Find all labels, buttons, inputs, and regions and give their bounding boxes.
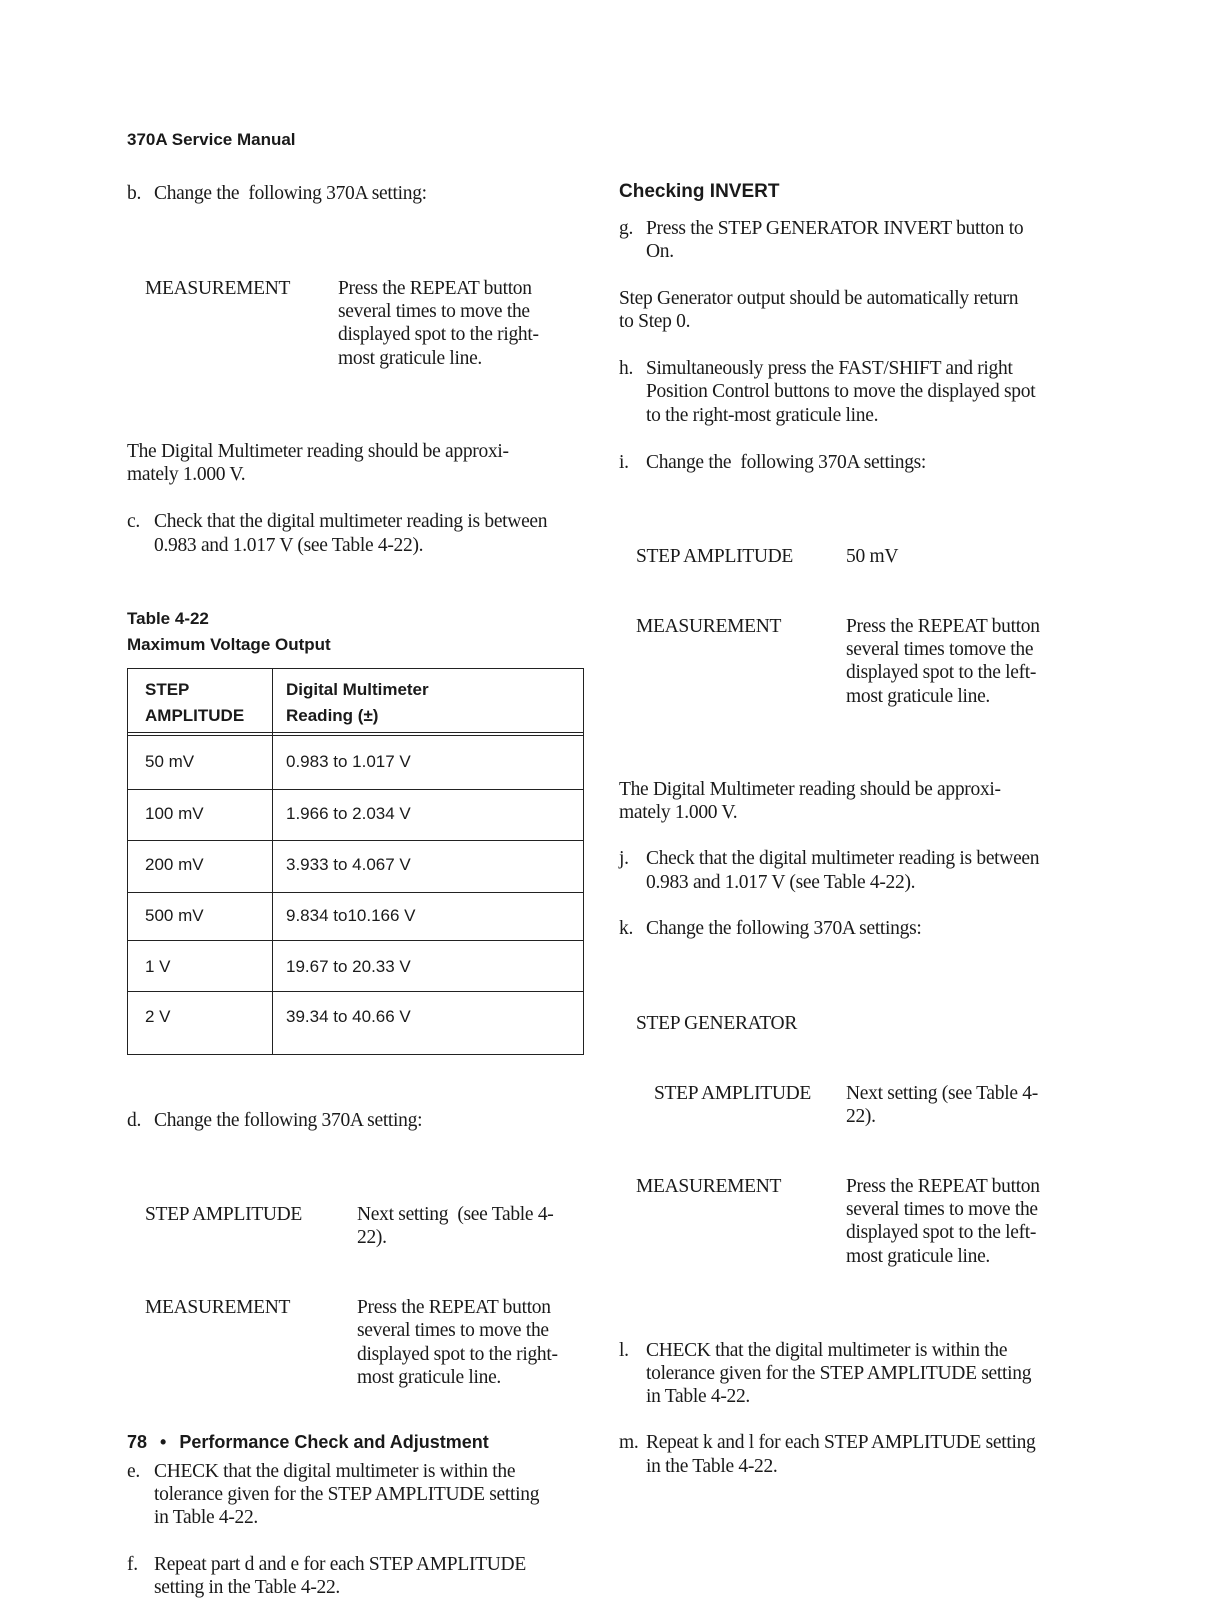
table-number: Table 4-22: [127, 608, 209, 628]
step-h: [619, 357, 1035, 427]
setting-row: [636, 1082, 1040, 1129]
step-text: Change the following 370A settings:: [646, 917, 922, 939]
running-header: 370A Service Manual: [127, 130, 296, 149]
cell-amplitude: 50 mV: [145, 751, 195, 771]
setting-value: Next setting (see Table 4- 22).: [357, 1203, 554, 1249]
step-text: Change the following 370A setting:: [154, 1109, 423, 1131]
step-letter: b.: [127, 183, 142, 204]
setting-label: MEASUREMENT: [145, 1296, 291, 1318]
cell-amplitude: 500 mV: [145, 905, 204, 925]
setting-row: [636, 545, 1040, 568]
step-b: [127, 182, 427, 205]
footer-bullet: •: [160, 1432, 167, 1452]
setting-group-label: STEP GENERATOR: [636, 1012, 798, 1034]
step-letter: c.: [127, 511, 140, 533]
step-d: [127, 1109, 422, 1132]
step-k: [619, 917, 921, 940]
step-text: CHECK that the digital multimeter is within the tolerance given for the STEP AMPLITUDE setting in Table 4-22.: [154, 1460, 540, 1529]
table-row: [128, 841, 583, 893]
step-g: [619, 217, 1023, 264]
step-text: Press the STEP GENERATOR INVERT button to On.: [646, 218, 1024, 263]
step-letter: m.: [619, 1432, 639, 1454]
setting-label: MEASUREMENT: [145, 277, 291, 299]
step-letter: i.: [619, 452, 629, 474]
step-text: Check that the digital multimeter reading is between 0.983 and 1.017 V (see Table 4-22).: [646, 848, 1040, 893]
step-text: CHECK that the digital multimeter is within the tolerance given for the STEP AMPLITUDE setting in Table 4-22.: [646, 1339, 1032, 1408]
table-row: [128, 790, 583, 841]
step-c: [127, 510, 547, 557]
step-text: Repeat part d and e for each STEP AMPLITUDE setting in the Table 4-22.: [154, 1553, 526, 1598]
step-letter: l.: [619, 1339, 629, 1361]
step-letter: f.: [127, 1553, 138, 1575]
cell-amplitude: 200 mV: [145, 854, 204, 874]
setting-label: STEP AMPLITUDE: [145, 1203, 303, 1225]
table-title: Maximum Voltage Output: [127, 634, 331, 654]
setting-value: Press the REPEAT button several times to move the displayed spot to the right- most graticule line.: [338, 277, 539, 369]
step-letter: h.: [619, 358, 634, 380]
section-heading: Checking INVERT: [619, 181, 780, 202]
setting-label: STEP AMPLITUDE: [636, 545, 794, 567]
step-l: [619, 1339, 1031, 1409]
header-step-amplitude: STEP AMPLITUDE: [145, 679, 245, 725]
setting-value: Press the REPEAT button several times to move the displayed spot to the right- most graticule line.: [357, 1296, 558, 1388]
left-column: [127, 182, 587, 1599]
settings-k: [636, 965, 1040, 1314]
step-text: Check that the digital multimeter reading is between 0.983 and 1.017 V (see Table 4-22).: [154, 511, 548, 556]
header-dmm-reading: Digital Multimeter Reading (±): [286, 679, 429, 725]
settings-b: [145, 230, 539, 416]
step-e: [127, 1460, 539, 1530]
footer-section: Performance Check and Adjustment: [179, 1432, 489, 1452]
step-i: [619, 451, 926, 474]
step-m: [619, 1431, 1035, 1478]
settings-i: [636, 498, 1040, 754]
step-j: [619, 847, 1039, 894]
step-text: Simultaneously press the FAST/SHIFT and right Position Control buttons to move the displayed spot to the right-most graticule line.: [646, 358, 1036, 426]
setting-label: MEASUREMENT: [636, 615, 782, 637]
step-text: Repeat k and l for each STEP AMPLITUDE setting in the Table 4-22.: [646, 1432, 1036, 1477]
cell-reading: 1.966 to 2.034 V: [286, 803, 411, 823]
table-row: [128, 893, 583, 941]
paragraph: The Digital Multimeter reading should be approxi- mately 1.000 V.: [127, 440, 509, 485]
table-row: [128, 737, 583, 790]
step-letter: e.: [127, 1460, 140, 1482]
step-letter: g.: [619, 218, 634, 239]
paragraph: Step Generator output should be automatically return to Step 0.: [619, 287, 1019, 332]
cell-reading: 39.34 to 40.66 V: [286, 1006, 411, 1026]
table-row: [128, 992, 583, 1054]
table-caption: [127, 606, 331, 658]
right-column: [619, 180, 1089, 1478]
page-number: 78: [127, 1432, 148, 1452]
setting-row: [145, 277, 539, 370]
setting-row: [636, 615, 1040, 708]
step-letter: k.: [619, 917, 634, 939]
setting-label: MEASUREMENT: [636, 1175, 782, 1197]
paragraph: The Digital Multimeter reading should be approxi- mately 1.000 V.: [619, 778, 1001, 823]
step-letter: j.: [619, 848, 629, 870]
setting-value: 50 mV: [846, 545, 899, 567]
cell-reading: 9.834 to10.166 V: [286, 905, 416, 925]
cell-amplitude: 1 V: [145, 956, 171, 976]
setting-value: Next setting (see Table 4- 22).: [846, 1082, 1038, 1127]
setting-row: [636, 1175, 1040, 1268]
setting-value: Press the REPEAT button several times to move the displayed spot to the left- most graticule line.: [846, 1175, 1040, 1267]
cell-amplitude: 2 V: [145, 1006, 171, 1026]
setting-row: [145, 1203, 558, 1250]
step-f: [127, 1553, 526, 1599]
setting-row: [145, 1296, 558, 1389]
cell-reading: 0.983 to 1.017 V: [286, 751, 411, 771]
page-footer: [127, 1432, 489, 1453]
step-letter: d.: [127, 1109, 142, 1131]
cell-reading: 19.67 to 20.33 V: [286, 956, 411, 976]
step-text: Change the following 370A settings:: [646, 452, 927, 474]
voltage-table: [127, 668, 584, 1055]
settings-d: [145, 1156, 558, 1436]
cell-reading: 3.933 to 4.067 V: [286, 854, 411, 874]
setting-value: Press the REPEAT button several times tomove the displayed spot to the left- most graticule line.: [846, 615, 1040, 707]
step-text: Change the following 370A setting:: [154, 183, 427, 204]
table-header-row: [128, 669, 583, 736]
cell-amplitude: 100 mV: [145, 803, 204, 823]
table-row: [128, 941, 583, 992]
setting-label: STEP AMPLITUDE: [654, 1082, 812, 1104]
